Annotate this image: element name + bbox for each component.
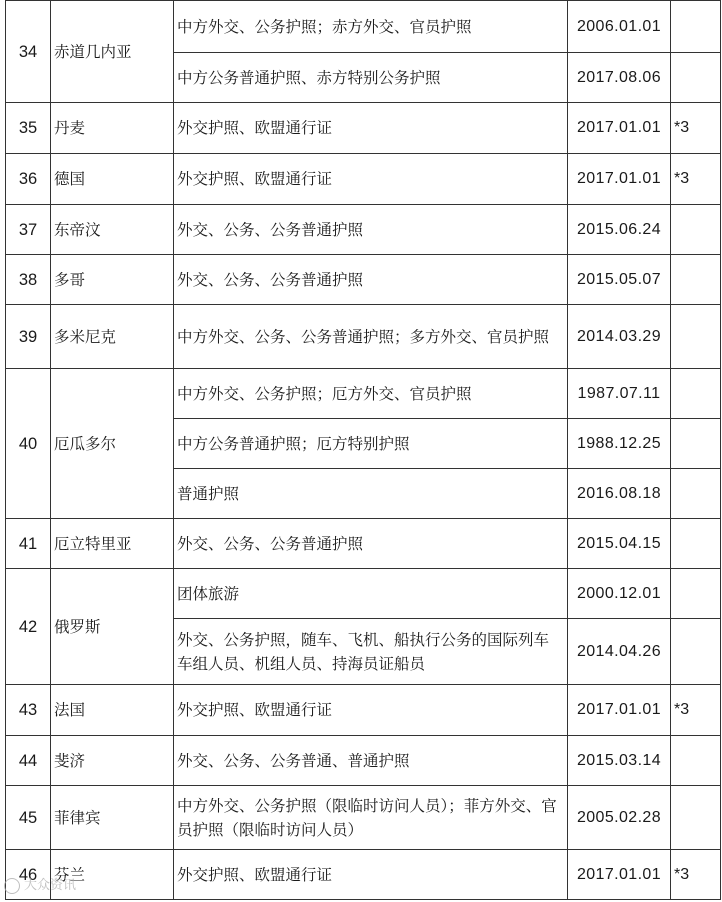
effective-date: 1987.07.11	[568, 369, 671, 419]
passport-type: 外交护照、欧盟通行证	[174, 685, 568, 736]
table-row	[6, 369, 721, 419]
table-row	[6, 255, 721, 305]
note	[671, 255, 721, 305]
effective-date: 2017.01.01	[568, 685, 671, 736]
passport-type: 普通护照	[174, 469, 568, 519]
table-row	[6, 786, 721, 850]
country-name: 菲律宾	[51, 786, 174, 850]
effective-date: 2000.12.01	[568, 569, 671, 619]
row-number: 37	[6, 205, 51, 255]
row-number: 39	[6, 305, 51, 369]
country-name: 法国	[51, 685, 174, 736]
table-row	[6, 569, 721, 619]
country-name: 多米尼克	[51, 305, 174, 369]
table-row	[6, 736, 721, 786]
table-row	[6, 103, 721, 154]
table-row	[6, 305, 721, 369]
note	[671, 1, 721, 53]
country-name: 多哥	[51, 255, 174, 305]
passport-type: 中方公务普通护照、赤方特别公务护照	[174, 53, 568, 103]
country-name: 斐济	[51, 736, 174, 786]
row-number: 40	[6, 369, 51, 519]
country-name: 东帝汶	[51, 205, 174, 255]
note	[671, 53, 721, 103]
country-name: 德国	[51, 154, 174, 205]
row-number: 38	[6, 255, 51, 305]
row-number: 43	[6, 685, 51, 736]
effective-date: 2006.01.01	[568, 1, 671, 53]
passport-type: 中方外交、公务、公务普通护照；多方外交、官员护照	[174, 305, 568, 369]
country-name: 丹麦	[51, 103, 174, 154]
note	[671, 619, 721, 685]
note	[671, 369, 721, 419]
effective-date: 2017.01.01	[568, 103, 671, 154]
effective-date: 2014.04.26	[568, 619, 671, 685]
effective-date: 1988.12.25	[568, 419, 671, 469]
visa-exemption-table	[5, 0, 721, 900]
row-number: 36	[6, 154, 51, 205]
passport-type: 中方公务普通护照；厄方特别护照	[174, 419, 568, 469]
effective-date: 2015.04.15	[568, 519, 671, 569]
effective-date: 2017.08.06	[568, 53, 671, 103]
note	[671, 786, 721, 850]
note	[671, 205, 721, 255]
passport-type: 外交、公务、公务普通护照	[174, 205, 568, 255]
table-row	[6, 685, 721, 736]
row-number: 42	[6, 569, 51, 685]
passport-type: 中方外交、公务护照；赤方外交、官员护照	[174, 1, 568, 53]
passport-type: 外交护照、欧盟通行证	[174, 154, 568, 205]
row-number: 44	[6, 736, 51, 786]
effective-date: 2005.02.28	[568, 786, 671, 850]
country-name: 赤道几内亚	[51, 1, 174, 103]
passport-type: 外交、公务、公务普通护照	[174, 255, 568, 305]
row-number: 41	[6, 519, 51, 569]
note: *3	[671, 154, 721, 205]
row-number: 34	[6, 1, 51, 103]
passport-type: 外交护照、欧盟通行证	[174, 103, 568, 154]
watermark-logo-icon	[4, 878, 20, 894]
row-number: 46	[6, 850, 51, 900]
note	[671, 736, 721, 786]
table-row	[6, 154, 721, 205]
table-row	[6, 1, 721, 53]
country-name: 芬兰	[51, 850, 174, 900]
effective-date: 2015.05.07	[568, 255, 671, 305]
country-name: 俄罗斯	[51, 569, 174, 685]
effective-date: 2017.01.01	[568, 850, 671, 900]
row-number: 35	[6, 103, 51, 154]
effective-date: 2015.06.24	[568, 205, 671, 255]
passport-type: 中方外交、公务护照（限临时访问人员）；菲方外交、官员护照（限临时访问人员）	[174, 786, 568, 850]
effective-date: 2016.08.18	[568, 469, 671, 519]
note: *3	[671, 850, 721, 900]
passport-type: 团体旅游	[174, 569, 568, 619]
country-name: 厄立特里亚	[51, 519, 174, 569]
passport-type: 外交、公务、公务普通、普通护照	[174, 736, 568, 786]
note	[671, 419, 721, 469]
note: *3	[671, 685, 721, 736]
effective-date: 2015.03.14	[568, 736, 671, 786]
table-row	[6, 205, 721, 255]
watermark-text: 大众资讯	[24, 878, 77, 893]
note: *3	[671, 103, 721, 154]
passport-type: 中方外交、公务护照；厄方外交、官员护照	[174, 369, 568, 419]
country-name: 厄瓜多尔	[51, 369, 174, 519]
passport-type: 外交护照、欧盟通行证	[174, 850, 568, 900]
table-row	[6, 850, 721, 900]
note	[671, 469, 721, 519]
note	[671, 305, 721, 369]
watermark	[4, 874, 76, 894]
note	[671, 569, 721, 619]
table-row	[6, 519, 721, 569]
note	[671, 519, 721, 569]
effective-date: 2014.03.29	[568, 305, 671, 369]
passport-type: 外交、公务、公务普通护照	[174, 519, 568, 569]
visa-exemption-table-page	[5, 0, 720, 900]
passport-type: 外交、公务护照，随车、飞机、船执行公务的国际列车车组人员、机组人员、持海员证船员	[174, 619, 568, 685]
row-number: 45	[6, 786, 51, 850]
effective-date: 2017.01.01	[568, 154, 671, 205]
